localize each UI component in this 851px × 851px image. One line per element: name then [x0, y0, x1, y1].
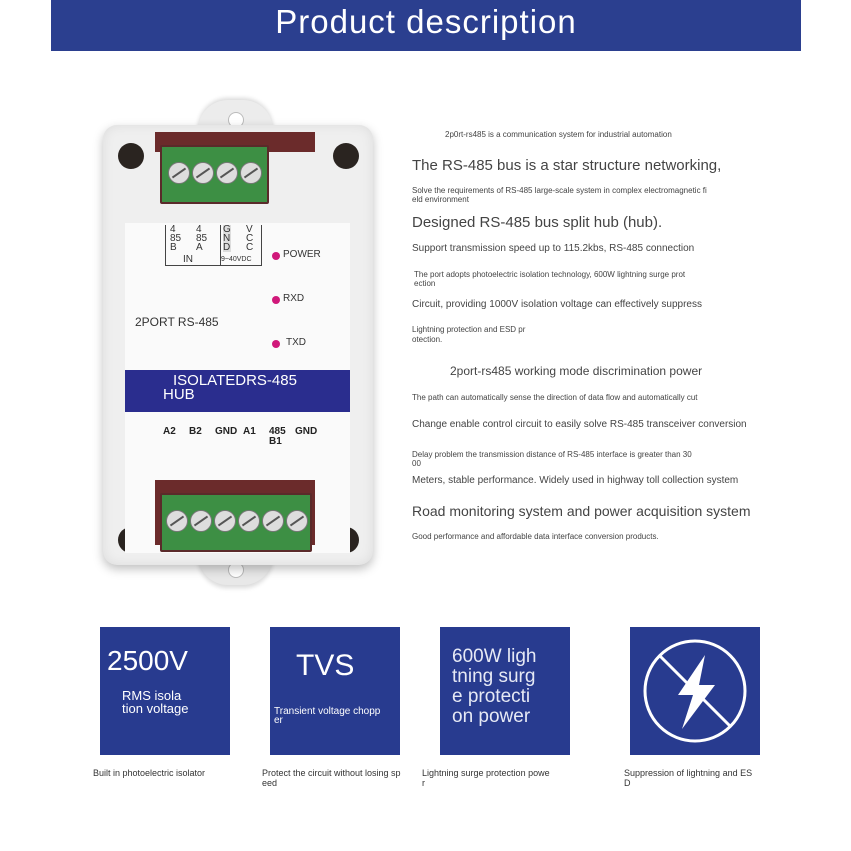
desc-line: Lightning protection and ESD pr otection. [412, 325, 526, 344]
desc-line: The port adopts photoelectric isolation technology, 600W lightning surge prot ection [414, 270, 686, 288]
slot-label: G N D [223, 224, 231, 253]
feature-small-text: Transient voltage chopp er [274, 706, 381, 726]
desc-line: Circuit, providing 1000V isolation voltage can effectively suppress [412, 299, 702, 310]
product-name-band [125, 370, 350, 412]
desc-line: 2port-rs485 working mode discrimination power [450, 364, 703, 378]
product-name-line2: HUB [163, 386, 195, 403]
desc-line: Support transmission speed up to 115.2kbs, RS-485 connection [412, 243, 695, 254]
feature-isolation-box [100, 627, 230, 755]
txd-led [272, 340, 280, 348]
page-banner: Product description [51, 0, 801, 51]
pin-label: A2 [163, 426, 176, 437]
slot-label: 4 85 B [170, 224, 182, 253]
feature-caption: Protect the circuit without losing sp eed [262, 768, 401, 788]
desc-line: Road monitoring system and power acquisition system [412, 503, 751, 519]
feature-caption: Lightning surge protection powe r [422, 768, 550, 788]
screw-icon [240, 162, 262, 184]
screw-icon [168, 162, 190, 184]
power-led [272, 252, 280, 260]
screw-icon [262, 510, 284, 532]
rs485-hub-device [103, 100, 373, 590]
rxd-led [272, 296, 280, 304]
rxd-led-label: RXD [283, 293, 305, 304]
voltage-label: 9~40VDC [221, 256, 252, 263]
desc-line: The path can automatically sense the direction of data flow and automatically cut [412, 393, 698, 402]
desc-line: Delay problem the transmission distance of RS-485 interface is greater than 30 00 [412, 450, 692, 468]
feature-small-text: RMS isola tion voltage [122, 688, 189, 716]
bottom-terminal-block [160, 493, 312, 552]
screw-icon [214, 510, 236, 532]
lightning-prohibited-icon [630, 627, 760, 755]
desc-line: The RS-485 bus is a star structure networking, [412, 157, 722, 174]
txd-led-label: TXD [286, 337, 306, 348]
desc-line: Good performance and affordable data interface conversion products. [412, 532, 659, 541]
desc-line: Meters, stable performance. Widely used in highway toll collection system [412, 475, 739, 486]
screw-icon [190, 510, 212, 532]
screw-icon [238, 510, 260, 532]
power-led-label: POWER [283, 249, 321, 260]
screw-hole [118, 143, 144, 169]
model-label: 2PORT RS-485 [135, 315, 219, 329]
feature-caption: Built in photoelectric isolator [93, 768, 206, 778]
feature-big-text: TVS [296, 649, 355, 682]
screw-icon [166, 510, 188, 532]
feature-esd-box [630, 627, 760, 755]
slot-label: 4 85 A [196, 224, 208, 253]
feature-big-text: 600W ligh tning surg e protecti on power [452, 646, 537, 727]
feature-big-text: 2500V [107, 645, 188, 676]
desc-line: Change enable control circuit to easily solve RS-485 transceiver conversion [412, 419, 747, 430]
screw-icon [216, 162, 238, 184]
slot-in-label: IN [183, 254, 193, 265]
feature-tvs-box [270, 627, 400, 755]
product-name-line1: ISOLATEDRS-485 [173, 372, 297, 389]
pin-label: GND [295, 426, 318, 437]
pin-label: GND [215, 426, 238, 437]
slot-label: V C C [246, 224, 254, 253]
desc-line: Designed RS-485 bus split hub (hub). [412, 214, 663, 231]
pin-label: A1 [243, 426, 256, 437]
screw-icon [192, 162, 214, 184]
screw-hole [333, 143, 359, 169]
pin-label: 485 B1 [269, 426, 286, 447]
desc-line: Solve the requirements of RS-485 large-scale system in complex electromagnetic fi eld environment [412, 186, 707, 204]
screw-icon [286, 510, 308, 532]
desc-line: 2p0rt-rs485 is a communication system for industrial automation [445, 130, 672, 139]
pin-label: B2 [189, 426, 202, 437]
feature-surge-box [440, 627, 570, 755]
top-terminal-block [160, 145, 269, 204]
feature-caption: Suppression of lightning and ES D [624, 768, 753, 788]
